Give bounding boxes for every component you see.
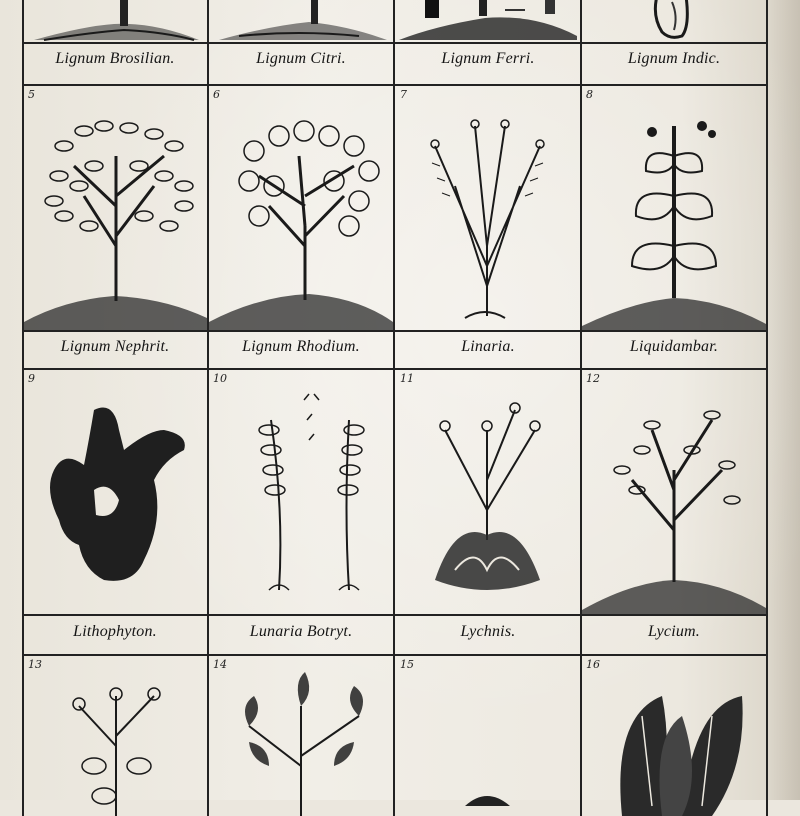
mound-illustration	[395, 656, 580, 816]
linaria-plant-illustration	[395, 86, 580, 330]
tree-figures-illustration	[395, 0, 580, 42]
caption-linaria: Linaria.	[461, 338, 515, 355]
cell-number: 6	[213, 88, 220, 101]
leafy-shrub-illustration	[209, 656, 393, 816]
cell-number: 9	[28, 372, 35, 385]
cell-number: 8	[586, 88, 593, 101]
cell-number: 14	[213, 658, 227, 671]
cell-number: 7	[400, 88, 407, 101]
caption-lunaria-botryt: Lunaria Botryt.	[249, 623, 353, 640]
lychnis-plant-illustration	[395, 370, 580, 614]
lignum-nephrit-tree-illustration	[24, 86, 207, 330]
broadleaf-plant-illustration	[582, 656, 766, 816]
caption-lignum-ferri: Lignum Ferri.	[441, 50, 535, 67]
engraved-plate	[20, 0, 770, 816]
cell-number: 12	[586, 372, 600, 385]
cell-number: 5	[28, 88, 35, 101]
tree-trunk-illustration	[209, 0, 393, 42]
cell-number: 11	[400, 372, 414, 385]
caption-lignum-citri: Lignum Citri.	[256, 50, 346, 67]
page-edge-shadow	[766, 0, 800, 800]
rule-row0-bottom	[22, 42, 768, 44]
root-illustration	[582, 0, 766, 42]
caption-lignum-rhodium: Lignum Rhodium.	[242, 338, 360, 355]
caption-lycium: Lycium.	[647, 623, 701, 640]
rule-row1-bottom	[22, 330, 768, 332]
rule-row2-bottom	[22, 614, 768, 616]
tree-trunk-illustration	[24, 0, 207, 42]
caption-lignum-nephrit: Lignum Nephrit.	[60, 338, 170, 355]
cell-number: 10	[213, 372, 227, 385]
caption-lithophyton: Lithophyton.	[73, 623, 157, 640]
caption-liquidambar: Liquidambar.	[629, 338, 719, 355]
cell-number: 16	[586, 658, 600, 671]
lignum-rhodium-tree-illustration	[209, 86, 393, 330]
flowering-herb-illustration	[24, 656, 207, 816]
cell-number: 15	[400, 658, 414, 671]
lycium-shrub-illustration	[582, 370, 766, 614]
caption-lignum-brasilian: Lignum Brosilian.	[55, 50, 175, 67]
lithophyton-coral-illustration	[24, 370, 207, 614]
cell-number: 13	[28, 658, 42, 671]
liquidambar-plant-illustration	[582, 86, 766, 330]
caption-lychnis: Lychnis.	[460, 623, 516, 640]
caption-lignum-indic: Lignum Indic.	[627, 50, 721, 67]
lunaria-botryt-fern-illustration	[209, 370, 393, 614]
